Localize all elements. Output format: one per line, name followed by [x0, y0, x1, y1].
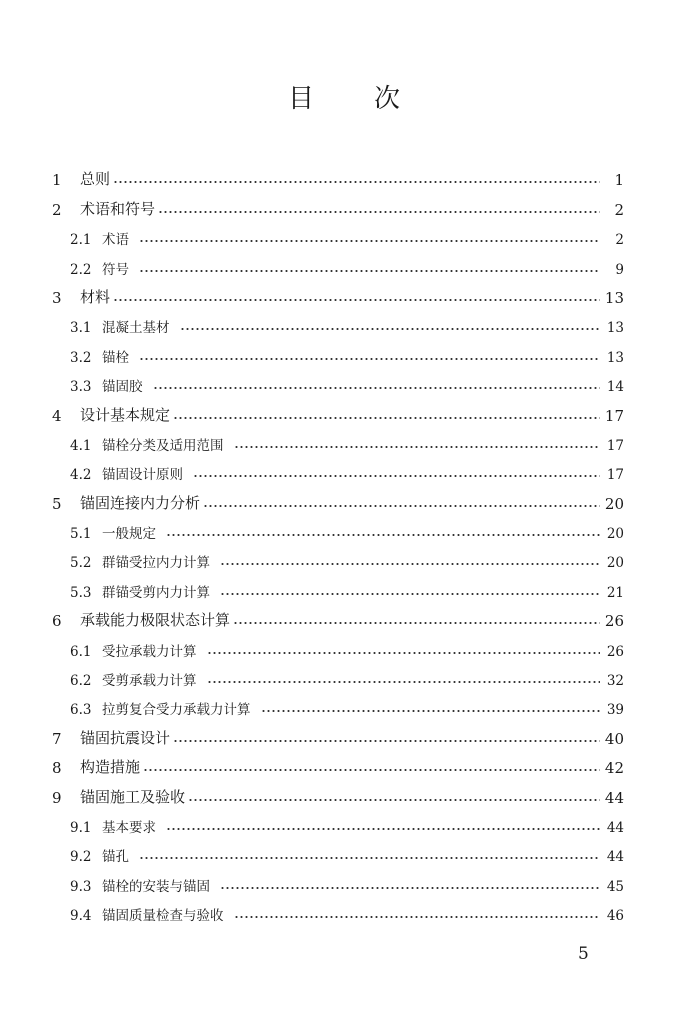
dot-leader: [188, 798, 600, 802]
toc-entry-number: 6.1: [70, 643, 92, 660]
toc-entry-label: 受剪承载力计算: [102, 673, 197, 690]
toc-entry-number: 2.2: [70, 261, 92, 278]
toc-entry-label: 拉剪复合受力承载力计算: [102, 702, 251, 719]
dot-leader: [113, 298, 600, 302]
dot-leader: [234, 915, 601, 919]
toc-entry-number: 5: [52, 494, 62, 513]
toc-entry: [52, 865, 624, 894]
toc-entry-number: 6: [52, 612, 62, 631]
toc-entry-label: 术语和符号: [80, 199, 156, 218]
toc-entry-label: 锚固施工及验收: [80, 787, 186, 806]
toc-entry-number: 7: [52, 729, 62, 748]
toc-entry: [52, 189, 624, 218]
toc-entry-number: 3: [52, 288, 62, 307]
toc-entry-label: 混凝土基材: [102, 320, 170, 337]
toc-entry-label: 群锚受拉内力计算: [102, 555, 210, 572]
toc-entry: [52, 601, 624, 630]
toc-entry: [52, 895, 624, 924]
toc-entry-number: 9.4: [70, 908, 92, 925]
toc-entry-label: 锚固设计原则: [102, 467, 183, 484]
toc-entry-page: 17: [604, 406, 624, 425]
toc-entry-number: 4.1: [70, 437, 92, 454]
toc-entry-page: 13: [606, 320, 624, 337]
toc-entry-page: 21: [606, 584, 624, 601]
toc-entry-label: 群锚受剪内力计算: [102, 584, 210, 601]
toc-entry-page: 46: [606, 908, 624, 925]
toc-entry-number: 4: [52, 406, 62, 425]
toc-entry-number: 9: [52, 788, 62, 807]
dot-leader: [166, 533, 600, 537]
toc-entry-number: 1: [52, 171, 62, 190]
toc-entry-number: 5.1: [70, 526, 92, 543]
title-char-1: 目: [287, 84, 316, 114]
toc-entry-page: 17: [606, 467, 624, 484]
toc-entry-page: 26: [606, 643, 624, 660]
toc-entry-page: 9: [615, 261, 624, 278]
toc-entry-number: 4.2: [70, 467, 92, 484]
page-title: [0, 78, 690, 115]
toc-entry-label: 锚栓分类及适用范围: [102, 437, 224, 454]
title-char-2: 次: [374, 84, 403, 114]
dot-leader: [139, 269, 600, 273]
toc-entry-number: 3.3: [70, 379, 92, 396]
dot-leader: [180, 327, 601, 331]
toc-entry: [52, 425, 624, 454]
toc-entry-page: 44: [606, 849, 624, 866]
toc-entry-label: 锚固胶: [102, 379, 143, 396]
toc-entry-number: 5.2: [70, 555, 92, 572]
toc-entry-label: 锚栓: [102, 349, 129, 366]
toc-entry-page: 44: [606, 819, 624, 836]
toc-entry-label: 术语: [102, 232, 129, 249]
toc-entry: [52, 219, 624, 248]
dot-leader: [143, 768, 600, 772]
toc-entry: [52, 571, 624, 600]
toc-entry-label: 材料: [80, 287, 111, 306]
toc-entry: [52, 395, 624, 424]
toc-entry: [52, 660, 624, 689]
toc-entry-number: 8: [52, 759, 62, 778]
toc-entry-page: 39: [606, 702, 624, 719]
dot-leader: [207, 651, 601, 655]
toc-entry-number: 6.2: [70, 673, 92, 690]
toc-entry-label: 锚固质量检查与验收: [102, 908, 224, 925]
toc-entry-label: 基本要求: [102, 819, 156, 836]
toc-entry-page: 20: [606, 555, 624, 572]
dot-leader: [220, 886, 600, 890]
toc-entry-number: 9.3: [70, 878, 92, 895]
toc-entry-page: 1: [614, 171, 624, 190]
page-number: 5: [578, 944, 589, 964]
toc-entry-number: 3.1: [70, 320, 92, 337]
toc-entry-page: 32: [606, 673, 624, 690]
toc-entry-number: 6.3: [70, 702, 92, 719]
toc-entry-page: 13: [604, 288, 624, 307]
toc-entry-number: 3.2: [70, 349, 92, 366]
dot-leader: [220, 562, 600, 566]
toc-entry-page: 20: [604, 494, 624, 513]
dot-leader: [220, 592, 600, 596]
toc-entry: [52, 689, 624, 718]
toc-entry-label: 一般规定: [102, 526, 156, 543]
dot-leader: [139, 856, 600, 860]
toc-entry: [52, 542, 624, 571]
dot-leader: [173, 416, 600, 420]
toc-entry: [52, 483, 624, 512]
toc-entry-page: 26: [604, 612, 624, 631]
toc-entry: [52, 777, 624, 806]
toc-entry-label: 锚孔: [102, 849, 129, 866]
dot-leader: [153, 386, 601, 390]
toc-entry-page: 44: [604, 788, 624, 807]
toc-entry: [52, 160, 624, 189]
toc-entry-label: 承载能力极限状态计算: [80, 611, 231, 630]
toc-entry: [52, 307, 624, 336]
toc-entry: [52, 336, 624, 365]
toc-entry-page: 20: [606, 526, 624, 543]
toc-entry-number: 5.3: [70, 584, 92, 601]
dot-leader: [261, 709, 601, 713]
dot-leader: [203, 504, 600, 508]
dot-leader: [173, 739, 600, 743]
toc-entry-label: 锚栓的安装与锚固: [102, 878, 210, 895]
toc-entry: [52, 248, 624, 277]
toc-entry-number: 2.1: [70, 232, 92, 249]
toc-entry-number: 9.1: [70, 819, 92, 836]
toc-entry: [52, 513, 624, 542]
dot-leader: [139, 357, 600, 361]
toc-entry-number: 2: [52, 200, 62, 219]
toc-entry-page: 14: [606, 379, 624, 396]
dot-leader: [166, 827, 600, 831]
dot-leader: [158, 210, 600, 214]
toc-entry-label: 构造措施: [80, 758, 141, 777]
toc-entry-label: 设计基本规定: [80, 405, 171, 424]
toc-entry-page: 17: [606, 437, 624, 454]
dot-leader: [207, 680, 601, 684]
toc-entry-label: 符号: [102, 261, 129, 278]
toc-entry: [52, 454, 624, 483]
toc-entry-page: 13: [606, 349, 624, 366]
dot-leader: [139, 239, 600, 243]
dot-leader: [233, 621, 600, 625]
toc-entry: [52, 278, 624, 307]
toc-entry: [52, 630, 624, 659]
toc-entry-label: 锚固抗震设计: [80, 728, 171, 747]
toc-entry: [52, 807, 624, 836]
toc-entry: [52, 366, 624, 395]
dot-leader: [193, 474, 600, 478]
dot-leader: [234, 445, 601, 449]
toc-entry-label: 锚固连接内力分析: [80, 493, 201, 512]
toc-entry-number: 9.2: [70, 849, 92, 866]
toc-entry-page: 45: [606, 878, 624, 895]
toc-entry-page: 2: [615, 232, 624, 249]
table-of-contents: [52, 160, 624, 924]
toc-entry-page: 42: [604, 759, 624, 778]
toc-entry: [52, 836, 624, 865]
toc-entry-page: 40: [604, 729, 624, 748]
toc-entry: [52, 748, 624, 777]
toc-entry: [52, 718, 624, 747]
toc-entry-page: 2: [614, 200, 624, 219]
toc-entry-label: 受拉承载力计算: [102, 643, 197, 660]
toc-entry-label: 总则: [80, 170, 111, 189]
dot-leader: [113, 180, 600, 184]
